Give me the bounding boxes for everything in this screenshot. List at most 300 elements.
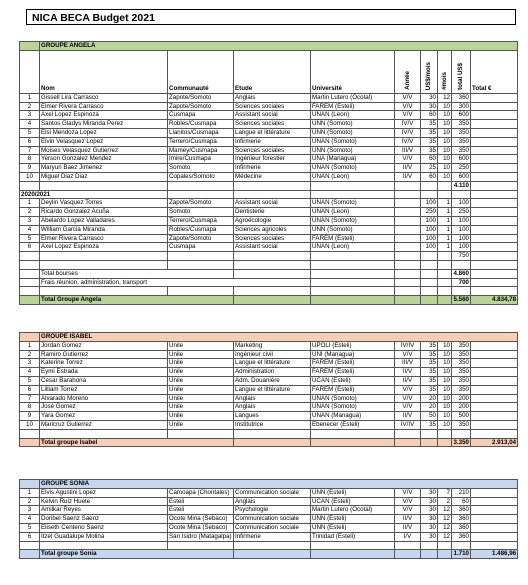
row-annee: II/V — [395, 172, 421, 181]
row-total-usd: 350 — [452, 385, 471, 394]
row-nom: Elvis Agustini Lopez — [40, 488, 168, 497]
section-2020: 2020/2021 — [20, 190, 168, 199]
row-total-usd: 100 — [452, 243, 471, 252]
row-index: 8 — [20, 403, 40, 412]
row-total-usd: 350 — [452, 420, 471, 429]
row-total-eur — [471, 164, 518, 173]
row-total-usd: 100 — [452, 216, 471, 225]
row-total-usd: 210 — [452, 488, 471, 497]
row-total-eur — [471, 128, 518, 137]
row-total-eur — [471, 199, 518, 208]
table-row — [20, 93, 518, 102]
row-communaute: Robles/Cusmapa — [168, 225, 234, 234]
row-communaute: Unile — [168, 385, 234, 394]
row-universite: UNN (Somoto) — [311, 225, 395, 234]
row-annee: V/V — [395, 385, 421, 394]
table-row — [20, 376, 518, 385]
table-row — [20, 506, 518, 515]
row-annee: II/V — [395, 523, 421, 532]
row-nom: Alvarado Moreno — [40, 394, 168, 403]
angela-subtotal: 4.110 — [452, 181, 471, 190]
row-usd-mois: 25 — [421, 164, 438, 173]
row-universite: UNN (Somoto) — [311, 120, 395, 129]
row-communaute: Zapote/Somoto — [168, 199, 234, 208]
col-mois: #mois — [440, 72, 448, 90]
row-usd-mois: 60 — [421, 172, 438, 181]
row-annee: II/V — [395, 376, 421, 385]
row-annee: V/V — [395, 497, 421, 506]
row-annee — [395, 243, 421, 252]
row-index: 2 — [20, 350, 40, 359]
row-index: 6 — [20, 385, 40, 394]
row-etude: Assistant social — [234, 199, 311, 208]
row-mois: 10 — [438, 341, 452, 350]
row-annee: V/V — [395, 488, 421, 497]
row-total-usd: 360 — [452, 506, 471, 515]
row-nom: Gissell Lira Carrasco — [40, 93, 168, 102]
bourses-value: 4.860 — [452, 269, 471, 278]
row-total-usd: 200 — [452, 403, 471, 412]
row-total-usd: 100 — [452, 199, 471, 208]
row-total-eur — [471, 420, 518, 429]
row-etude: Communication sociale — [234, 515, 311, 524]
row-total-eur — [471, 403, 518, 412]
row-total-eur — [471, 216, 518, 225]
row-etude: Médecine — [234, 172, 311, 181]
row-total-usd: 350 — [452, 146, 471, 155]
row-total-usd: 250 — [452, 208, 471, 217]
row-index: 5 — [20, 376, 40, 385]
col-total-usd: total US$ — [457, 63, 464, 90]
table-row — [20, 208, 518, 217]
col-usd-mois: US$/mois — [425, 61, 432, 90]
row-usd-mois: 35 — [421, 137, 438, 146]
row-nom: Doribel Saenz Saenz — [40, 515, 168, 524]
row-index: 5 — [20, 523, 40, 532]
row-mois: 1 — [438, 216, 452, 225]
row-etude: Sciences sociales — [234, 234, 311, 243]
row-etude: Communication sociale — [234, 488, 311, 497]
isabel-total-label: Total groupe Isabel — [40, 438, 234, 447]
row-usd-mois: 100 — [421, 216, 438, 225]
row-total-usd: 350 — [452, 350, 471, 359]
row-annee: IV/IV — [395, 341, 421, 350]
row-annee: II/V — [395, 164, 421, 173]
row-mois: 10 — [438, 111, 452, 120]
row-index: 5 — [20, 128, 40, 137]
row-usd-mois: 30 — [421, 497, 438, 506]
row-nom: Ricardo Gonzalez Acuña — [40, 208, 168, 217]
row-nom: Cesar Barahona — [40, 376, 168, 385]
row-annee: V/V — [395, 102, 421, 111]
row-mois: 10 — [438, 164, 452, 173]
row-mois: 10 — [438, 394, 452, 403]
row-nom: Deylin Vasquez Torres — [40, 199, 168, 208]
table-row — [20, 488, 518, 497]
row-mois: 10 — [438, 376, 452, 385]
row-nom: Itzel Guadalupe Molina — [40, 532, 168, 541]
row-mois: 10 — [438, 102, 452, 111]
row-annee: IV/V — [395, 137, 421, 146]
row-index: 6 — [20, 243, 40, 252]
sonia-table — [19, 479, 518, 559]
table-row — [20, 172, 518, 181]
row-communaute: Somoto — [168, 208, 234, 217]
row-annee — [395, 234, 421, 243]
row-usd-mois: 20 — [421, 394, 438, 403]
col-nom: Nom — [40, 50, 168, 93]
row-total-usd: 350 — [452, 128, 471, 137]
row-nom: Eymi Estrada — [40, 368, 168, 377]
row-index: 9 — [20, 164, 40, 173]
row-nom: Maricruz Gutierrez — [40, 420, 168, 429]
row-index: 3 — [20, 216, 40, 225]
table-row — [20, 137, 518, 146]
row-communaute: Unile — [168, 394, 234, 403]
row-total-eur — [471, 172, 518, 181]
row-mois: 2 — [438, 497, 452, 506]
row-mois: 10 — [438, 359, 452, 368]
row-universite: UNA (Managua) — [311, 155, 395, 164]
row-index: 8 — [20, 155, 40, 164]
row-mois: 1 — [438, 243, 452, 252]
bourses-label: Total bourses — [40, 269, 234, 278]
row-mois: 12 — [438, 523, 452, 532]
row-nom: Kelvin Ruiz Huete — [40, 497, 168, 506]
row-etude: Infirmerie — [234, 164, 311, 173]
row-universite: UNN (Esteli) — [311, 488, 395, 497]
table-row — [20, 403, 518, 412]
sonia-group-title: GROUPE SONIA — [40, 480, 518, 489]
row-total-usd: 300 — [452, 102, 471, 111]
row-universite: UNAN (Leon) — [311, 111, 395, 120]
row-nom: Eliseth Centeno Saenz — [40, 523, 168, 532]
row-communaute: Ocote Mina (Sebaco) — [168, 523, 234, 532]
page-title: NICA BECA Budget 2021 — [26, 9, 516, 25]
table-row — [20, 515, 518, 524]
row-universite: UNAN (Somoto) — [311, 164, 395, 173]
row-etude: Anglais — [234, 497, 311, 506]
row-total-usd: 600 — [452, 155, 471, 164]
row-total-usd: 250 — [452, 164, 471, 173]
table-row — [20, 394, 518, 403]
angela-total-eur: 4.834,78 — [471, 296, 518, 305]
isabel-group-title: GROUPE ISABEL — [40, 333, 518, 342]
row-index: 7 — [20, 394, 40, 403]
row-mois: 12 — [438, 532, 452, 541]
row-usd-mois: 30 — [421, 506, 438, 515]
isabel-total-usd: 3.350 — [452, 438, 471, 447]
row-annee: V/V — [395, 155, 421, 164]
row-etude: Langue et littérature — [234, 359, 311, 368]
row-mois: 10 — [438, 172, 452, 181]
row-index: 9 — [20, 412, 40, 421]
sonia-total-usd: 1.710 — [452, 550, 471, 559]
row-total-eur — [471, 341, 518, 350]
row-mois: 1 — [438, 208, 452, 217]
row-usd-mois: 35 — [421, 359, 438, 368]
row-etude: Langues — [234, 412, 311, 421]
row-nom: José Gomez — [40, 403, 168, 412]
sonia-total-eur: 1.486,96 — [471, 550, 518, 559]
row-total-eur — [471, 532, 518, 541]
row-annee — [395, 199, 421, 208]
row-communaute: Esteli — [168, 506, 234, 515]
row-annee: III/V — [395, 359, 421, 368]
row-index: 1 — [20, 488, 40, 497]
row-usd-mois: 20 — [421, 403, 438, 412]
frais-value: 700 — [452, 278, 471, 287]
row-mois: 12 — [438, 506, 452, 515]
row-communaute: Cusmapa — [168, 111, 234, 120]
row-etude: Infirmerie — [234, 137, 311, 146]
row-index: 7 — [20, 146, 40, 155]
row-mois: 1 — [438, 234, 452, 243]
row-index: 1 — [20, 341, 40, 350]
row-nom: Yerson Gonzalez Mendez — [40, 155, 168, 164]
row-communaute: Copales/Somoto — [168, 172, 234, 181]
row-usd-mois: 30 — [421, 515, 438, 524]
table-row — [20, 111, 518, 120]
row-usd-mois: 60 — [421, 155, 438, 164]
row-total-usd: 350 — [452, 341, 471, 350]
row-mois: 10 — [438, 420, 452, 429]
row-total-usd: 60 — [452, 497, 471, 506]
angela-total-label: Total Groupe Angela — [40, 296, 234, 305]
row-etude: Adm. Douanière — [234, 376, 311, 385]
row-annee: V/V — [395, 111, 421, 120]
row-usd-mois: 35 — [421, 341, 438, 350]
row-total-eur — [471, 506, 518, 515]
row-communaute: Zapote/Somoto — [168, 102, 234, 111]
row-nom: Amilkar Reyes — [40, 506, 168, 515]
table-row — [20, 497, 518, 506]
row-mois: 10 — [438, 128, 452, 137]
row-nom: Axel Lopez Espinoza — [40, 111, 168, 120]
row-mois: 10 — [438, 368, 452, 377]
row-mois: 7 — [438, 488, 452, 497]
row-mois: 10 — [438, 137, 452, 146]
row-total-usd: 350 — [452, 359, 471, 368]
row-mois: 10 — [438, 385, 452, 394]
row-total-eur — [471, 515, 518, 524]
row-etude: Anglais — [234, 394, 311, 403]
row-index: 2 — [20, 102, 40, 111]
row-total-eur — [471, 376, 518, 385]
row-nom: Abelardo Lopez Valladares — [40, 216, 168, 225]
row-usd-mois: 50 — [421, 412, 438, 421]
row-communaute: Zapote/Somoto — [168, 234, 234, 243]
row-communaute: Ocote Mina (Sebaco) — [168, 515, 234, 524]
row-usd-mois: 35 — [421, 350, 438, 359]
row-nom: Lilliam Torrez — [40, 385, 168, 394]
row-total-eur — [471, 234, 518, 243]
row-universite: UCAN (Esteli) — [311, 497, 395, 506]
row-total-eur — [471, 523, 518, 532]
row-universite: UNAN (Somoto) — [311, 394, 395, 403]
row-usd-mois: 35 — [421, 385, 438, 394]
row-annee: IV/V — [395, 120, 421, 129]
row-mois: 10 — [438, 120, 452, 129]
isabel-total-eur: 2.913,04 — [471, 438, 518, 447]
table-row — [20, 146, 518, 155]
row-communaute: Unile — [168, 368, 234, 377]
row-total-eur — [471, 208, 518, 217]
row-etude: Ingénieur forestier — [234, 155, 311, 164]
row-total-eur — [471, 102, 518, 111]
row-total-eur — [471, 243, 518, 252]
row-mois: 12 — [438, 515, 452, 524]
row-universite: FAREM (Esteli) — [311, 234, 395, 243]
row-communaute: Imire/Cusmapa — [168, 155, 234, 164]
row-etude: Administration — [234, 368, 311, 377]
row-usd-mois: 100 — [421, 234, 438, 243]
row-communaute: Somoto — [168, 164, 234, 173]
row-universite: UPOLI (Esteli) — [311, 341, 395, 350]
row-total-usd: 350 — [452, 120, 471, 129]
row-total-eur — [471, 93, 518, 102]
row-nom: Katerine Torrez — [40, 359, 168, 368]
row-annee — [395, 216, 421, 225]
table-row — [20, 523, 518, 532]
table-row — [20, 128, 518, 137]
row-nom: Miguel Diaz Diaz — [40, 172, 168, 181]
row-etude: Communication sociale — [234, 523, 311, 532]
row-etude: Marketing — [234, 341, 311, 350]
row-total-usd: 350 — [452, 376, 471, 385]
table-row — [20, 120, 518, 129]
row-usd-mois: 30 — [421, 102, 438, 111]
table-row — [20, 359, 518, 368]
row-usd-mois: 60 — [421, 111, 438, 120]
row-communaute: Terrero/Cusmapa — [168, 216, 234, 225]
row-nom: Elmer Rivera Carrasco — [40, 102, 168, 111]
row-etude: Anglais — [234, 93, 311, 102]
row-etude: Sciences sociales — [234, 146, 311, 155]
row-index: 2 — [20, 208, 40, 217]
row-communaute: Robles/Cusmapa — [168, 120, 234, 129]
row-universite: UNAN (Leon) — [311, 172, 395, 181]
row-annee: IV/IV — [395, 420, 421, 429]
row-index: 1 — [20, 199, 40, 208]
row-communaute: Mamey/Cusmapa — [168, 146, 234, 155]
row-etude: Institutrice — [234, 420, 311, 429]
table-row — [20, 350, 518, 359]
row-communaute: Unile — [168, 376, 234, 385]
row-communaute: Unile — [168, 412, 234, 421]
row-annee: V/V — [395, 93, 421, 102]
row-communaute: Camoapa (Chontales) — [168, 488, 234, 497]
row-universite: UNAN (Leon) — [311, 243, 395, 252]
row-communaute: Unile — [168, 403, 234, 412]
row-usd-mois: 35 — [421, 376, 438, 385]
row-universite: FAREM (Esteli) — [311, 368, 395, 377]
row-universite: UNN (Esteli) — [311, 523, 395, 532]
row-total-eur — [471, 412, 518, 421]
table-row — [20, 234, 518, 243]
row-etude: Infirmerie — [234, 532, 311, 541]
row-nom: Yara Gomez — [40, 412, 168, 421]
row-total-usd: 360 — [452, 523, 471, 532]
table-row — [20, 420, 518, 429]
angela-table — [19, 41, 518, 305]
row-total-eur — [471, 488, 518, 497]
row-universite: UNAN (Managua) — [311, 412, 395, 421]
row-universite: Ebenecer (Esteli) — [311, 420, 395, 429]
angela-total-usd: 5.560 — [452, 296, 471, 305]
row-communaute: Unile — [168, 420, 234, 429]
row-nom: Moises Velasquez Gutierrez — [40, 146, 168, 155]
row-total-usd: 600 — [452, 111, 471, 120]
table-row — [20, 368, 518, 377]
row-mois: 10 — [438, 403, 452, 412]
row-total-usd: 200 — [452, 394, 471, 403]
row-total-eur — [471, 368, 518, 377]
col-annee: Année — [403, 71, 411, 90]
row-nom: Elmer Rivera Carrasco — [40, 234, 168, 243]
row-total-eur — [471, 120, 518, 129]
table-row — [20, 102, 518, 111]
row-total-eur — [471, 225, 518, 234]
row-nom: Axel Lopez Espinoza — [40, 243, 168, 252]
row-communaute: Zapote/Somoto — [168, 93, 234, 102]
row-annee: II/V — [395, 515, 421, 524]
frais-label: Frais réunion, administration, transport — [40, 278, 311, 287]
row-etude: Ingénieur civil — [234, 350, 311, 359]
row-nom: Ramiro Gutierrez — [40, 350, 168, 359]
row-communaute: Unile — [168, 350, 234, 359]
row-universite: UNAN (Somoto) — [311, 137, 395, 146]
col-universite: Université — [311, 50, 395, 93]
row-annee: II/V — [395, 368, 421, 377]
row-annee — [395, 225, 421, 234]
row-universite: FAREM (Esteli) — [311, 102, 395, 111]
row-index: 3 — [20, 359, 40, 368]
row-usd-mois: 30 — [421, 93, 438, 102]
row-total-eur — [471, 359, 518, 368]
row-total-usd: 350 — [452, 368, 471, 377]
isabel-table — [19, 332, 518, 447]
row-universite: UNN (Somoto) — [311, 146, 395, 155]
row-index: 4 — [20, 368, 40, 377]
row-mois: 1 — [438, 199, 452, 208]
row-index: 4 — [20, 120, 40, 129]
row-universite: FAREM (Esteli) — [311, 385, 395, 394]
row-etude: Langue et littérature — [234, 385, 311, 394]
table-row — [20, 243, 518, 252]
row-communaute: Unile — [168, 359, 234, 368]
row-usd-mois: 250 — [421, 208, 438, 217]
row-usd-mois: 30 — [421, 488, 438, 497]
row-nom: Santos Gladys Miranda Perez — [40, 120, 168, 129]
row-usd-mois: 35 — [421, 420, 438, 429]
col-total-eur: Total € — [471, 50, 518, 93]
row-total-usd: 360 — [452, 515, 471, 524]
col-communaute: Communauté — [168, 50, 234, 93]
row-usd-mois: 100 — [421, 199, 438, 208]
subtotal-2020: 750 — [452, 252, 471, 261]
row-annee: III/V — [395, 146, 421, 155]
row-total-usd: 500 — [452, 412, 471, 421]
row-index: 3 — [20, 111, 40, 120]
row-annee — [395, 208, 421, 217]
row-index: 3 — [20, 506, 40, 515]
row-mois: 10 — [438, 412, 452, 421]
row-etude: Assistant social — [234, 243, 311, 252]
row-communaute: Terrero/Cusmapa — [168, 137, 234, 146]
row-mois: 10 — [438, 350, 452, 359]
row-mois: 10 — [438, 155, 452, 164]
